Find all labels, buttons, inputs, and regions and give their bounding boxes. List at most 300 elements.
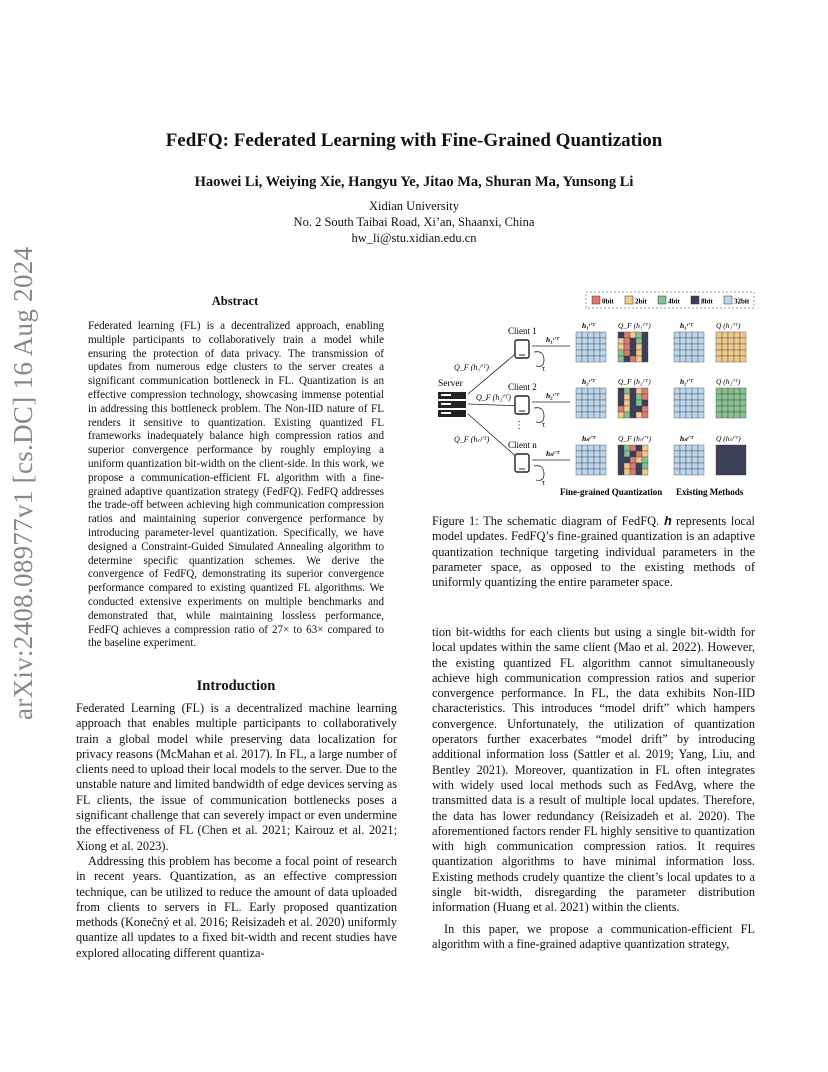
- intro-left-column: [76, 701, 397, 961]
- grid-uniform-3-cell: [716, 451, 722, 457]
- grid-h-1-cell: [594, 356, 600, 362]
- grid-fine-2-cell: [630, 400, 636, 406]
- grid-h-2: [576, 388, 606, 418]
- grid-h-existing-3: [674, 445, 704, 475]
- grid-uniform-1-cell: [716, 350, 722, 356]
- grid-h-3-cell: [582, 457, 588, 463]
- grid-h-existing-2-cell: [698, 400, 704, 406]
- grid-h-1-cell: [582, 338, 588, 344]
- phone-icon-2: [515, 396, 529, 414]
- grid-uniform-2-cell: [734, 394, 740, 400]
- grid-h-existing-1-cell: [680, 356, 686, 362]
- grid-h-existing-2-cell: [680, 412, 686, 418]
- abstract-heading: Abstract: [211, 294, 259, 308]
- grid-h-2-cell: [576, 394, 582, 400]
- col-q-2: Q (h₂ᵗ'ᵀ): [716, 377, 741, 386]
- figure-1-caption: Figure 1: The schematic diagram of FedFQ. 𝒉 represents local model updates. FedFQ’s fine-grained quantization is an adaptive quantization technique targeting individual parameters in the parameter space, as opposed to the existing methods of uniformly quantizing the entire parameter space.: [432, 514, 755, 590]
- grid-h-2-cell: [600, 394, 606, 400]
- grid-h-3-cell: [600, 463, 606, 469]
- grid-uniform-1-cell: [740, 356, 746, 362]
- client-2-label: Client 2: [508, 382, 537, 392]
- grid-fine-1-cell: [642, 356, 648, 362]
- grid-h-existing-1-cell: [698, 356, 704, 362]
- grid-h-1-cell: [576, 332, 582, 338]
- grid-h-2-cell: [582, 394, 588, 400]
- grid-h-existing-2-cell: [692, 406, 698, 412]
- grid-h-1-cell: [588, 356, 594, 362]
- abstract-text: Federated learning (FL) is a decentralized approach, enabling multiple participants to collaboratively train a model while ensuring the protection of data privacy. The transmission of updates from numerous edge clusters to the server creates a significant communication bottleneck in FL. Quantization is an effective compression technology, showcasing immense potential in addressing this bottleneck problem. The Non-IID nature of FL renders it sensitive to quantization. Existing quantized FL frameworks inadequately balance high compression ratios and superior convergence performance by roughly employing a uniform quantization bit-width on the client-side. In this work, we propose a communication-efficient FL algorithm with a fine-grained adaptive quantization strategy (FedFQ). FedFQ addresses the trade-off between achieving high communication compression ratios and maintaining superior convergence performance by introducing parameter-level quantization. Specifically, we have designed a Constraint-Guided Simulated Annealing algorithm to determine specific quantization schemes. We derive the convergence of FedFQ, demonstrating its superior convergence performance compared to existing quantized FL algorithms. We conducted extensive experiments on multiple benchmarks and demonstrated that, while maintaining lossless performance, FedFQ achieves a compression ratio of 27× to 63× compared to the baseline experiment.: [88, 320, 384, 650]
- intro-paragraph-1: Federated Learning (FL) is a decentralized machine learning approach that enables multiple participants to collaboratively train a global model while preserving data localization for privacy reasons (McMahan et al. 2017). In FL, a large number of clients need to upload their local models to the server. Due to the unstable nature and limited bandwidth of edge devices serving as FL clients, the issue of communication bottlenecks poses a significant challenge that can severely impact or even undermine the effectiveness of FL (Chen et al. 2021; Kairouz et al. 2021; Xiong et al. 2023).: [76, 701, 397, 853]
- grid-h-2-cell: [600, 412, 606, 418]
- grid-h-1-cell: [600, 350, 606, 356]
- grid-uniform-3: [716, 445, 746, 475]
- grid-uniform-1-cell: [728, 350, 734, 356]
- grid-fine-1-cell: [618, 344, 624, 350]
- grid-h-3-cell: [594, 469, 600, 475]
- grid-fine-1-cell: [618, 350, 624, 356]
- grid-h-3-cell: [582, 463, 588, 469]
- col-q-n: Q (hₙᵗ'ᵀ): [716, 434, 741, 443]
- grid-h-3-cell: [600, 457, 606, 463]
- grid-h-2-cell: [588, 406, 594, 412]
- grid-h-existing-1-cell: [674, 356, 680, 362]
- grid-uniform-1-cell: [728, 332, 734, 338]
- grid-fine-2-cell: [624, 400, 630, 406]
- grid-uniform-3-cell: [716, 457, 722, 463]
- grid-uniform-2: [716, 388, 746, 418]
- grid-uniform-2-cell: [716, 400, 722, 406]
- col-h-n: hₙᵗ'ᵀ: [582, 434, 596, 443]
- grid-uniform-1-cell: [728, 356, 734, 362]
- grid-h-existing-1-cell: [698, 332, 704, 338]
- grid-h-existing-1-cell: [692, 356, 698, 362]
- grid-uniform-2-cell: [716, 388, 722, 394]
- grid-uniform-3-cell: [728, 445, 734, 451]
- grid-h-2-cell: [594, 406, 600, 412]
- grid-uniform-1-cell: [740, 344, 746, 350]
- grid-h-existing-1-cell: [680, 338, 686, 344]
- grid-h-existing-2-cell: [698, 394, 704, 400]
- legend-label-0bit: 0bit: [602, 297, 614, 306]
- grid-h-2-cell: [576, 388, 582, 394]
- grid-h-3-cell: [576, 469, 582, 475]
- legend-label-2bit: 2bit: [635, 297, 647, 306]
- phone-icon-n: [515, 454, 529, 472]
- grid-uniform-3-cell: [734, 463, 740, 469]
- grid-uniform-1-cell: [716, 332, 722, 338]
- client-n-label: Client n: [508, 440, 537, 450]
- grid-h-2-cell: [594, 400, 600, 406]
- grid-h-existing-3-cell: [698, 445, 704, 451]
- grid-fine-1-cell: [618, 338, 624, 344]
- grid-uniform-3-cell: [728, 457, 734, 463]
- grid-h-1-cell: [594, 338, 600, 344]
- grid-h-existing-1-cell: [674, 332, 680, 338]
- grid-h-3-cell: [600, 451, 606, 457]
- grid-uniform-3-cell: [716, 469, 722, 475]
- grid-h-existing-3-cell: [674, 463, 680, 469]
- grid-h-1-cell: [576, 344, 582, 350]
- grid-fine-3-cell: [618, 457, 624, 463]
- grid-uniform-1-cell: [728, 338, 734, 344]
- grid-h-existing-1-cell: [686, 356, 692, 362]
- grid-h-existing-1-cell: [698, 338, 704, 344]
- grid-fine-1-cell: [642, 332, 648, 338]
- col-q-1: Q (h₁ᵗ'ᵀ): [716, 321, 741, 330]
- intro-paragraph-2: Addressing this problem has become a focal point of research in recent years. Quantization, as an effective compression technique, can be utilized to reduce the amount of data uploaded from clients to servers in FL. Early proposed quantization methods (Konečný et al. 2016; Reisizadeh et al. 2020) uniformly quantize all updates to a fixed bit-width and recent studies have explored allocating different quantiza-: [76, 853, 397, 960]
- col-h-1: h₁ᵗ'ᵀ: [582, 321, 595, 330]
- grid-h-existing-1-cell: [680, 332, 686, 338]
- grid-h-existing-2: [674, 388, 704, 418]
- grid-h-existing-2-cell: [686, 406, 692, 412]
- grid-uniform-3-cell: [740, 463, 746, 469]
- grid-uniform-2-cell: [734, 400, 740, 406]
- col-h2-1: h₁ᵗ'ᵀ: [680, 321, 693, 330]
- grid-fine-3-cell: [624, 457, 630, 463]
- grid-h-2-cell: [600, 388, 606, 394]
- vdots: ⋮: [514, 420, 524, 431]
- grid-uniform-1-cell: [716, 338, 722, 344]
- grid-h-2-cell: [588, 388, 594, 394]
- grid-uniform-1-cell: [722, 338, 728, 344]
- grid-uniform-3-cell: [722, 457, 728, 463]
- grid-uniform-2-cell: [722, 394, 728, 400]
- grid-uniform-1-cell: [740, 332, 746, 338]
- grid-h-3-cell: [594, 445, 600, 451]
- grid-fine-2-cell: [618, 394, 624, 400]
- introduction-heading: Introduction: [196, 678, 276, 694]
- intro-right-column: [432, 625, 755, 952]
- grid-fine-1-cell: [642, 350, 648, 356]
- grid-h-existing-2-cell: [680, 400, 686, 406]
- quantization-grids: [576, 332, 746, 475]
- grid-h-1-cell: [582, 332, 588, 338]
- legend-swatch-2bit: [625, 296, 633, 304]
- grid-uniform-3-cell: [740, 457, 746, 463]
- grid-fine-2-cell: [624, 412, 630, 418]
- grid-h-existing-2-cell: [674, 412, 680, 418]
- grid-h-1-cell: [576, 356, 582, 362]
- grid-uniform-1-cell: [740, 338, 746, 344]
- affiliation-email: hw_li@stu.xidian.edu.cn: [351, 231, 477, 245]
- grid-h-existing-2-cell: [686, 412, 692, 418]
- grid-fine-3-cell: [630, 463, 636, 469]
- grid-uniform-2-cell: [728, 412, 734, 418]
- grid-fine-2-cell: [618, 412, 624, 418]
- grid-fine-3-cell: [618, 451, 624, 457]
- grid-fine-1-cell: [618, 356, 624, 362]
- grid-h-existing-2-cell: [674, 388, 680, 394]
- affiliation-university: Xidian University: [369, 199, 459, 213]
- grid-h-3-cell: [588, 451, 594, 457]
- fedfq-schematic: [430, 288, 760, 503]
- grid-h-existing-3-cell: [674, 451, 680, 457]
- grid-h-existing-3-cell: [692, 463, 698, 469]
- grid-fine-1-cell: [642, 344, 648, 350]
- grid-uniform-1: [716, 332, 746, 362]
- grid-fine-3-cell: [642, 451, 648, 457]
- grid-h-1-cell: [588, 344, 594, 350]
- grid-uniform-1-cell: [722, 350, 728, 356]
- grid-fine-2-cell: [636, 394, 642, 400]
- grid-fine-3-cell: [636, 451, 642, 457]
- legend-label-32bit: 32bit: [734, 297, 750, 306]
- grid-h-3-cell: [582, 451, 588, 457]
- grid-fine-2-cell: [630, 406, 636, 412]
- grid-uniform-3-cell: [716, 445, 722, 451]
- grid-fine-2-cell: [630, 388, 636, 394]
- tau-1: τ: [542, 364, 546, 373]
- grid-h-3-cell: [576, 457, 582, 463]
- grid-uniform-2-cell: [716, 406, 722, 412]
- grid-uniform-2-cell: [734, 388, 740, 394]
- grid-uniform-3-cell: [722, 445, 728, 451]
- footer-existing-methods: Existing Methods: [676, 487, 744, 497]
- grid-fine-3-cell: [636, 457, 642, 463]
- grid-h-2-cell: [582, 388, 588, 394]
- grid-h-existing-3-cell: [698, 451, 704, 457]
- grid-h-2-cell: [588, 394, 594, 400]
- grid-fine-3-cell: [630, 469, 636, 475]
- grid-h-existing-1-cell: [674, 350, 680, 356]
- grid-h-existing-3-cell: [674, 445, 680, 451]
- legend-swatch-8bit: [691, 296, 699, 304]
- grid-h-existing-2-cell: [692, 412, 698, 418]
- grid-h-existing-1-cell: [674, 344, 680, 350]
- grid-uniform-2-cell: [740, 388, 746, 394]
- grid-h-existing-2-cell: [686, 400, 692, 406]
- grid-fine-1-cell: [624, 338, 630, 344]
- h-arrow-label-n: hₙᵗ'ᵀ: [546, 449, 560, 458]
- grid-uniform-3-cell: [722, 469, 728, 475]
- grid-fine-2-cell: [630, 394, 636, 400]
- grid-h-1-cell: [594, 350, 600, 356]
- grid-h-existing-1-cell: [692, 344, 698, 350]
- grid-h-3-cell: [594, 457, 600, 463]
- grid-h-existing-1-cell: [674, 338, 680, 344]
- h-arrow-label-1: h₁ᵗ'ᵀ: [546, 335, 559, 344]
- grid-h-2-cell: [588, 400, 594, 406]
- grid-fine-2-cell: [642, 400, 648, 406]
- grid-fine-1-cell: [636, 344, 642, 350]
- legend: [592, 296, 750, 306]
- grid-h-1-cell: [600, 356, 606, 362]
- grid-fine-3-cell: [636, 445, 642, 451]
- grid-fine-1-cell: [630, 356, 636, 362]
- grid-h-3-cell: [582, 445, 588, 451]
- grid-fine-3-cell: [630, 451, 636, 457]
- grid-h-existing-3-cell: [692, 457, 698, 463]
- grid-h-existing-3-cell: [698, 463, 704, 469]
- grid-uniform-3-cell: [734, 457, 740, 463]
- grid-fine-3-cell: [618, 445, 624, 451]
- grid-uniform-1-cell: [734, 344, 740, 350]
- grid-h-existing-3-cell: [692, 445, 698, 451]
- h-arrow-label-2: h₂ᵗ'ᵀ: [546, 391, 559, 400]
- grid-fine-1-cell: [636, 338, 642, 344]
- grid-h-1-cell: [582, 350, 588, 356]
- grid-h-1-cell: [588, 338, 594, 344]
- qf-label-1: Q_F (h₁ᵗ'ᵀ): [454, 363, 489, 372]
- grid-h-2-cell: [582, 400, 588, 406]
- grid-h-existing-3-cell: [680, 469, 686, 475]
- grid-fine-2-cell: [624, 406, 630, 412]
- server-label: Server: [438, 379, 463, 389]
- grid-h-existing-2-cell: [686, 394, 692, 400]
- grid-uniform-2-cell: [728, 394, 734, 400]
- grid-h-3-cell: [594, 463, 600, 469]
- grid-h-existing-1-cell: [686, 350, 692, 356]
- grid-h-existing-2-cell: [698, 406, 704, 412]
- grid-fine-1-cell: [624, 344, 630, 350]
- grid-h-3-cell: [576, 445, 582, 451]
- grid-h-2-cell: [594, 412, 600, 418]
- grid-h-existing-3-cell: [686, 463, 692, 469]
- grid-h-existing-2-cell: [698, 388, 704, 394]
- grid-h-2-cell: [600, 400, 606, 406]
- grid-h-existing-2-cell: [680, 406, 686, 412]
- grid-fine-2-cell: [642, 394, 648, 400]
- grid-h-1-cell: [600, 344, 606, 350]
- grid-fine-1-cell: [636, 350, 642, 356]
- grid-h-existing-3-cell: [674, 469, 680, 475]
- grid-h-existing-1-cell: [686, 344, 692, 350]
- grid-h-existing-2-cell: [674, 394, 680, 400]
- arrow-client-2: [468, 404, 522, 406]
- grid-fine-1-cell: [624, 332, 630, 338]
- grid-uniform-2-cell: [722, 388, 728, 394]
- grid-h-existing-3-cell: [680, 451, 686, 457]
- grid-uniform-2-cell: [716, 412, 722, 418]
- grid-uniform-2-cell: [728, 406, 734, 412]
- grid-fine-1: [618, 332, 648, 362]
- grid-h-existing-1-cell: [680, 344, 686, 350]
- grid-fine-3-cell: [624, 451, 630, 457]
- grid-fine-3-cell: [630, 457, 636, 463]
- grid-uniform-2-cell: [734, 406, 740, 412]
- grid-h-1-cell: [600, 332, 606, 338]
- arxiv-identifier: arXiv:2408.08977v1 [cs.DC] 16 Aug 2024: [8, 246, 38, 720]
- grid-fine-1-cell: [630, 350, 636, 356]
- grid-h-3-cell: [588, 445, 594, 451]
- grid-fine-2-cell: [624, 394, 630, 400]
- grid-h-existing-1: [674, 332, 704, 362]
- grid-h-existing-2-cell: [674, 400, 680, 406]
- grid-h-existing-3-cell: [686, 451, 692, 457]
- intro-paragraph-4: In this paper, we propose a communication-efficient FL algorithm with a fine-grained adaptive quantization strategy,: [432, 921, 755, 951]
- grid-h-existing-2-cell: [680, 394, 686, 400]
- grid-uniform-1-cell: [722, 344, 728, 350]
- grid-uniform-1-cell: [722, 356, 728, 362]
- col-h2-2: h₂ᵗ'ᵀ: [680, 377, 693, 386]
- grid-uniform-1-cell: [734, 350, 740, 356]
- grid-uniform-3-cell: [722, 463, 728, 469]
- grid-fine-3-cell: [642, 445, 648, 451]
- grid-uniform-2-cell: [740, 406, 746, 412]
- grid-fine-1-cell: [630, 338, 636, 344]
- grid-fine-3-cell: [642, 469, 648, 475]
- grid-uniform-2-cell: [740, 412, 746, 418]
- grid-uniform-2-cell: [740, 400, 746, 406]
- grid-fine-3-cell: [630, 445, 636, 451]
- grid-fine-2-cell: [636, 412, 642, 418]
- legend-swatch-32bit: [724, 296, 732, 304]
- client-1-label: Client 1: [508, 326, 537, 336]
- grid-h-3-cell: [588, 469, 594, 475]
- grid-uniform-1-cell: [734, 332, 740, 338]
- grid-h-existing-2-cell: [692, 388, 698, 394]
- grid-uniform-2-cell: [740, 394, 746, 400]
- grid-uniform-2-cell: [734, 412, 740, 418]
- grid-h-existing-2-cell: [674, 406, 680, 412]
- grid-h-existing-1-cell: [692, 338, 698, 344]
- grid-h-existing-1-cell: [698, 350, 704, 356]
- grid-fine-2-cell: [636, 406, 642, 412]
- grid-h-existing-3-cell: [686, 445, 692, 451]
- grid-fine-2-cell: [636, 388, 642, 394]
- grid-h-2-cell: [588, 412, 594, 418]
- grid-uniform-3-cell: [740, 469, 746, 475]
- grid-h-1-cell: [582, 356, 588, 362]
- legend-swatch-4bit: [658, 296, 666, 304]
- grid-uniform-2-cell: [722, 412, 728, 418]
- grid-fine-2-cell: [630, 412, 636, 418]
- col-qf-2: Q_F (h₂ᵗ'ᵀ): [618, 377, 651, 386]
- grid-fine-1-cell: [624, 356, 630, 362]
- tau-n: τ: [542, 478, 546, 487]
- grid-uniform-3-cell: [728, 463, 734, 469]
- grid-uniform-3-cell: [740, 451, 746, 457]
- grid-h-1-cell: [582, 344, 588, 350]
- grid-h-3-cell: [576, 463, 582, 469]
- grid-h-existing-3-cell: [698, 469, 704, 475]
- grid-h-2-cell: [576, 406, 582, 412]
- paper-authors: Haowei Li, Weiying Xie, Hangyu Ye, Jitao Ma, Shuran Ma, Yunsong Li: [194, 174, 634, 190]
- grid-h-existing-1-cell: [698, 344, 704, 350]
- grid-h-1: [576, 332, 606, 362]
- grid-h-existing-2-cell: [686, 388, 692, 394]
- grid-h-1-cell: [588, 350, 594, 356]
- grid-fine-3-cell: [636, 463, 642, 469]
- grid-h-3-cell: [600, 469, 606, 475]
- legend-label-8bit: 8bit: [701, 297, 713, 306]
- qf-label-2: Q_F (h₂ᵗ'ᵀ): [476, 393, 511, 402]
- grid-h-existing-3-cell: [680, 457, 686, 463]
- grid-fine-3-cell: [642, 457, 648, 463]
- legend-label-4bit: 4bit: [668, 297, 680, 306]
- footer-fine-grained: Fine-grained Quantization: [560, 487, 663, 497]
- grid-h-2-cell: [594, 394, 600, 400]
- grid-h-1-cell: [594, 344, 600, 350]
- grid-h-2-cell: [576, 400, 582, 406]
- grid-uniform-3-cell: [728, 451, 734, 457]
- server-icon: [438, 392, 466, 417]
- grid-uniform-3-cell: [722, 451, 728, 457]
- grid-uniform-2-cell: [728, 400, 734, 406]
- grid-h-3-cell: [588, 457, 594, 463]
- grid-fine-1-cell: [636, 332, 642, 338]
- grid-h-1-cell: [600, 338, 606, 344]
- grid-h-3-cell: [582, 469, 588, 475]
- grid-uniform-2-cell: [722, 406, 728, 412]
- grid-uniform-1-cell: [728, 344, 734, 350]
- grid-h-1-cell: [576, 350, 582, 356]
- grid-uniform-1-cell: [734, 356, 740, 362]
- grid-h-existing-2-cell: [692, 400, 698, 406]
- grid-h-1-cell: [576, 338, 582, 344]
- grid-fine-3-cell: [618, 469, 624, 475]
- grid-h-existing-3-cell: [680, 445, 686, 451]
